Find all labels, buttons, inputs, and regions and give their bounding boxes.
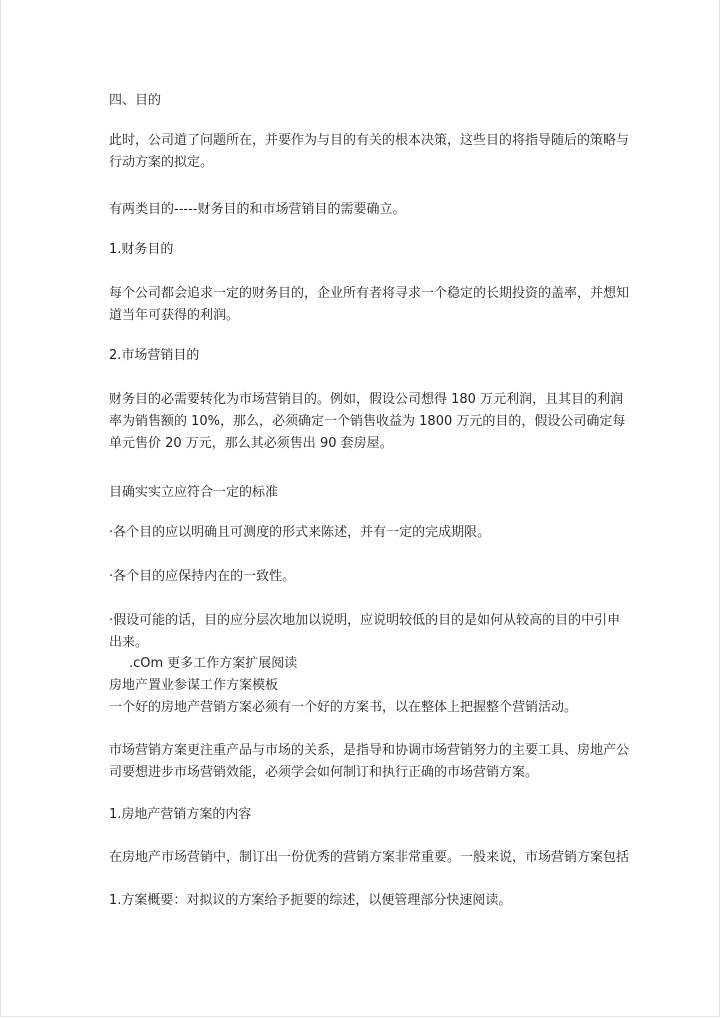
bullet-hierarchy: ·假设可能的话，目的应分层次地加以说明，应说明较低的目的是如何从较高的目的中引申出来。 bbox=[109, 613, 621, 650]
paragraph-good-plan: 一个好的房地产营销方案必须有一个好的方案书，以在整体上把握整个营销活动。 bbox=[109, 700, 578, 715]
paragraph-financial: 每个公司都会追求一定的财务目的，企业所有者将寻求一个稳定的长期投资的盖率，并想知道当年可获得的利润。 bbox=[109, 286, 630, 323]
document-title: 房地产置业参谋工作方案模板 bbox=[109, 678, 279, 693]
bullet-measurable: ·各个目的应以明确且可测度的形式来陈述，并有一定的完成期限。 bbox=[109, 525, 491, 540]
extended-reading-link[interactable]: .cOm 更多工作方案扩展阅读 bbox=[129, 656, 298, 671]
subheading-marketing: 2.市场营销目的 bbox=[109, 348, 200, 363]
paragraph-plan-includes: 在房地产市场营销中，制订出一份优秀的营销方案非常重要。一般来说，市场营销方案包括 bbox=[109, 850, 630, 865]
paragraph-marketing: 财务目的必需要转化为市场营销目的。例如，假设公司想得 180 万元利润，且其目的利润率为销售额的 10%，那么，必须确定一个销售收益为 1800 万元的目的，假设公司确定每单元售价 20 万元，那么其必须售出 90 套房屋。 bbox=[109, 392, 626, 451]
subheading-plan-content: 1.房地产营销方案的内容 bbox=[109, 807, 252, 822]
subheading-financial: 1.财务目的 bbox=[109, 242, 174, 257]
paragraph-standards: 目确实实立应符合一定的标准 bbox=[109, 485, 279, 500]
paragraph-intro: 此时，公司道了问题所在，并要作为与目的有关的根本决策，这些目的将指导随后的策略与行动方案的拟定。 bbox=[109, 133, 630, 170]
paragraph-marketing-plan: 市场营销方案更注重产品与市场的关系，是指导和协调市场营销努力的主要工具、房地产公司要想进步市场营销效能，必须学会如何制订和执行正确的市场营销方案。 bbox=[109, 743, 630, 780]
paragraph-plan-summary: 1.方案概要：对拟议的方案给予扼要的综述，以便管理部分快速阅读。 bbox=[109, 893, 512, 908]
paragraph-two-types: 有两类目的-----财务目的和市场营销目的需要确立。 bbox=[109, 202, 406, 217]
bullet-consistency: ·各个目的应保持内在的一致性。 bbox=[109, 569, 296, 584]
section-heading-objectives: 四、目的 bbox=[109, 93, 162, 108]
